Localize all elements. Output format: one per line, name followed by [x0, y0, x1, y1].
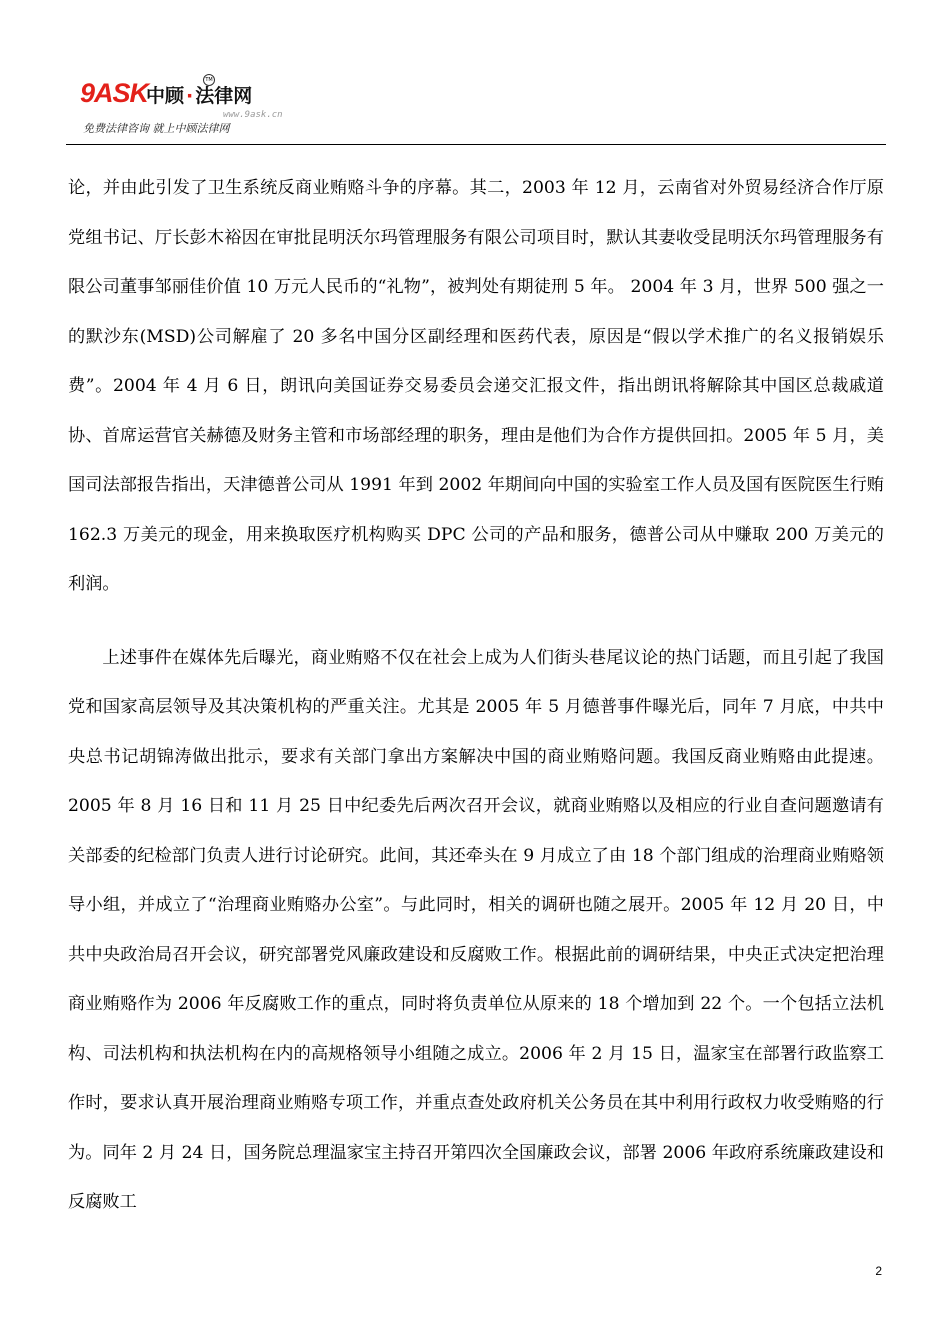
trademark-icon: TM	[203, 74, 215, 86]
document-body	[68, 164, 884, 1228]
logo-name	[146, 81, 252, 108]
page-header	[66, 72, 886, 144]
logo-mark: 9ASK	[80, 78, 149, 108]
logo-separator: ·	[186, 85, 194, 107]
logo-name-part1: 中顾	[146, 85, 185, 107]
logo-name-part2: 法律网	[195, 85, 253, 107]
paragraph-2: 上述事件在媒体先后曝光，商业贿赂不仅在社会上成为人们街头巷尾议论的热门话题，而且引起了我国党和国家高层领导及其决策机构的严重关注。尤其是 2005 年 5 月德普事件曝光后，同年 7 月底，中共中央总书记胡锦涛做出批示，要求有关部门拿出方案解决中国的商业贿赂问题。我国反商业贿赂由此提速。2005 年 8 月 16 日和 11 月 25 日中纪委先后两次召开会议，就商业贿赂以及相应的行业自查问题邀请有关部委的纪检部门负责人进行讨论研究。此间，其还牵头在 9 月成立了由 18 个部门组成的治理商业贿赂领导小组，并成立了“治理商业贿赂办公室”。与此同时，相关的调研也随之展开。2005 年 12 月 20 日，中共中央政治局召开会议，研究部署党风廉政建设和反腐败工作。根据此前的调研结果，中央正式决定把治理商业贿赂作为 2006 年反腐败工作的重点，同时将负责单位从原来的 18 个增加到 22 个。一个包括立法机构、司法机构和执法机构在内的高规格领导小组随之成立。2006 年 2 月 15 日，温家宝在部署行政监察工作时，要求认真开展治理商业贿赂专项工作，并重点查处政府机关公务员在其中利用行政权力收受贿赂的行为。同年 2 月 24 日，国务院总理温家宝主持召开第四次全国廉政会议，部署 2006 年政府系统廉政建设和反腐败工	[68, 647, 884, 1212]
logo-url: www.9ask.cn	[223, 110, 283, 120]
header-tagline: 免费法律咨询 就上中顾法律网	[83, 122, 230, 135]
header-rule	[66, 144, 886, 145]
paragraph-1: 论，并由此引发了卫生系统反商业贿赂斗争的序幕。其二，2003 年 12 月，云南省对外贸易经济合作厅原党组书记、厅长彭木裕因在审批昆明沃尔玛管理服务有限公司项目时，默认其妻收受昆明沃尔玛管理服务有限公司董事邹丽佳价值 10 万元人民币的“礼物”，被判处有期徒刑 5 年。 2004 年 3 月，世界 500 强之一的默沙东(MSD)公司解雇了 20 多名中国分区副经理和医药代表，原因是“假以学术推广的名义报销娱乐费”。2004 年 4 月 6 日，朗讯向美国证券交易委员会递交汇报文件，指出朗讯将解除其中国区总裁戚道协、首席运营官关赫德及财务主管和市场部经理的职务，理由是他们为合作方提供回扣。2005 年 5 月，美国司法部报告指出，天津德普公司从 1991 年到 2002 年期间向中国的实验室工作人员及国有医院医生行贿 162.3 万美元的现金，用来换取医疗机构购买 DPC 公司的产品和服务，德普公司从中赚取 200 万美元的利润。	[68, 178, 884, 594]
page-number: 2	[875, 1264, 882, 1278]
